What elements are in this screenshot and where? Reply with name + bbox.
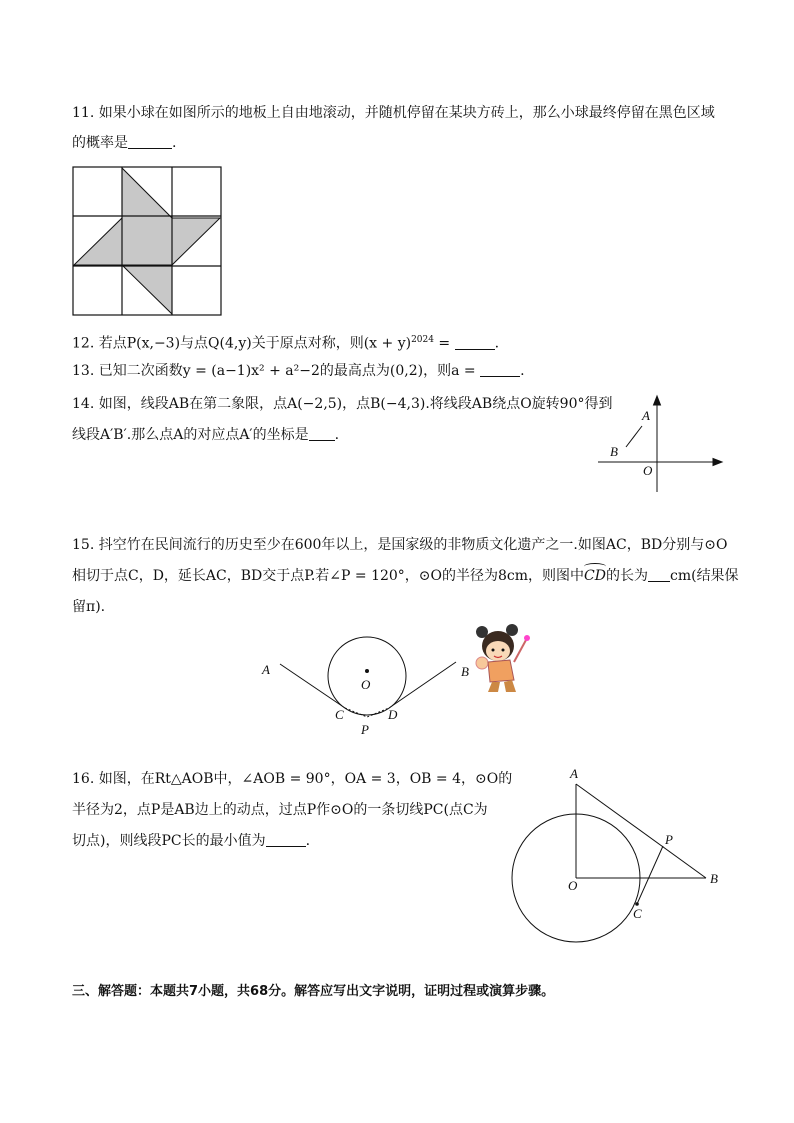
q14-coordinate-figure (592, 392, 724, 496)
q15-center-dot (365, 669, 369, 673)
q15-mid: 的长为 (605, 568, 648, 584)
q16-triangle-circle-figure (506, 762, 726, 944)
q13-end: . (520, 363, 525, 379)
q15-label-a: A (262, 662, 270, 677)
q14-line1: 14. 如图，线段AB在第二象限，点A(−2,5)，点B(−4,3).将线段AB绕点O旋转90°得到 (72, 396, 613, 412)
q15-line2 (72, 561, 739, 591)
q15-line1: 15. 抖空竹在民间流行的历史至少在600年以上，是国家级的非物质文化遗产之一.如图AC，BD分别与⊙O (72, 537, 728, 553)
q15-answer-blank[interactable] (648, 567, 670, 582)
q14-text: 线段A′B′.那么点A的对应点A′的坐标是 (72, 427, 309, 443)
q14-answer-blank[interactable] (309, 426, 335, 441)
q12-text: 12. 若点P(x,−3)与点Q(4,y)关于原点对称，则(x + y) (72, 335, 412, 352)
q16-end: . (305, 833, 311, 849)
q11-shaded-region (74, 168, 220, 314)
q16-line3 (72, 826, 310, 856)
q15-kongzhu-figure (258, 622, 478, 740)
q16-label-p: P (665, 832, 673, 847)
q14-end: . (334, 427, 340, 443)
q12-line (72, 325, 499, 359)
q15-label-b: B (461, 664, 469, 679)
q16-label-o: O (568, 878, 578, 893)
q15-label-o: O (361, 677, 371, 692)
q16-line2: 半径为2，点P是AB边上的动点，过点P作⊙O的一条切线PC(点C为 (72, 802, 488, 818)
q11-answer-blank[interactable] (128, 134, 172, 149)
q11-text: 的概率是 (72, 135, 128, 151)
q13-answer-blank[interactable] (480, 362, 520, 377)
q15-label-c: C (335, 707, 344, 722)
section-3-heading: 三、解答题：本题共7小题，共68分。解答应写出文字说明，证明过程或演算步骤。 (72, 984, 555, 999)
q15-unit: cm(结果保 (669, 568, 739, 584)
q15-line3: 留π). (72, 599, 106, 615)
q14-line2 (72, 420, 339, 450)
q15-label-p: P (361, 722, 369, 737)
q15-arc-mark (584, 563, 606, 570)
q13-text: 13. 已知二次函数y = (a−1)x² + a²−2的最高点为(0,2)，则a = (72, 363, 481, 379)
q13-line (72, 356, 525, 386)
q16-answer-blank[interactable] (266, 832, 306, 847)
q11-line2 (72, 128, 176, 158)
q16-label-b: B (710, 871, 718, 886)
q15-arc-text: CD (584, 568, 606, 584)
q11-line1: 11. 如果小球在如图所示的地板上自由地滚动，并随机停留在某块方砖上，那么小球最终停留在黑色区域 (72, 105, 715, 121)
q15-line-bd (389, 662, 456, 708)
q12-exponent: 2024 (411, 335, 434, 345)
q15-line-ac (280, 664, 345, 708)
q15-arc-cd (584, 561, 606, 591)
q16-label-c: C (633, 906, 642, 921)
q14-label-b: B (610, 444, 618, 459)
q12-answer-blank[interactable] (455, 335, 495, 350)
q12-end: . (494, 335, 500, 352)
q16-line1: 16. 如图，在Rt△AOB中，∠AOB = 90°，OA = 3，OB = 4，⊙O的 (72, 771, 513, 787)
q16-label-a: A (570, 766, 578, 781)
q15-text: 相切于点C，D，延长AC，BD交于点P.若∠P = 120°，⊙O的半径为8cm，则图中 (72, 568, 585, 584)
q14-segment-ab (626, 426, 642, 447)
q11-floor-grid-figure (72, 166, 224, 318)
q15-extension-p (345, 708, 389, 717)
q16-tangent-pc (637, 846, 663, 904)
cartoon-girl-illustration (470, 622, 536, 694)
q14-label-o: O (643, 463, 653, 478)
q11-end: . (172, 135, 177, 151)
q12-equals: = (433, 335, 455, 352)
q15-circle-o (328, 637, 406, 715)
q16-text: 切点)，则线段PC长的最小值为 (72, 833, 266, 849)
q14-label-a: A (642, 408, 650, 423)
q16-side-ab (576, 784, 706, 878)
q15-label-d: D (388, 707, 398, 722)
